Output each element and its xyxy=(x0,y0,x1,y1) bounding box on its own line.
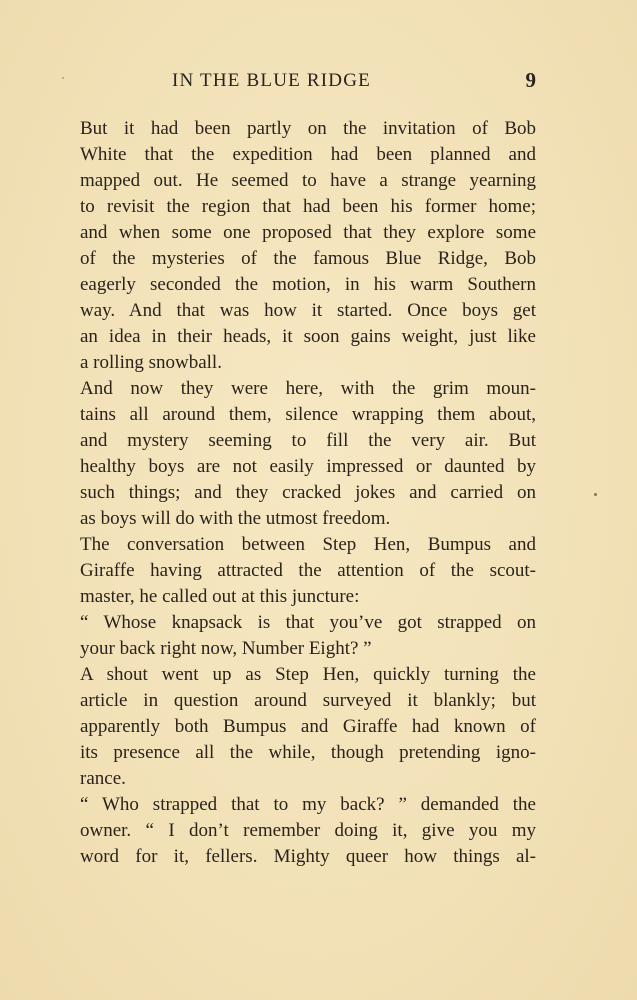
text-line: A shout went up as Step Hen, quickly turning the xyxy=(80,664,536,685)
text-line: apparently both Bumpus and Giraffe had known of xyxy=(80,716,536,737)
text-line: master, he called out at this juncture: xyxy=(80,586,360,607)
text-line: rance. xyxy=(80,768,126,789)
text-line: mapped out. He seemed to have a strange yearning xyxy=(80,170,536,191)
text-line: as boys will do with the utmost freedom. xyxy=(80,508,391,529)
text-line: to revisit the region that had been his former home; xyxy=(80,196,536,217)
text-line: word for it, fellers. Mighty queer how things al- xyxy=(80,846,536,867)
text-line: eagerly seconded the motion, in his warm Southern xyxy=(80,274,536,295)
page-header xyxy=(80,68,536,98)
text-line: and mystery seeming to fill the very air. But xyxy=(80,430,536,451)
text-line: “ Whose knapsack is that you’ve got strapped on xyxy=(80,612,536,633)
text-line: a rolling snowball. xyxy=(80,352,222,373)
text-line: “ Who strapped that to my back? ” demanded the xyxy=(80,794,536,815)
ink-speck xyxy=(62,77,64,79)
text-line: White that the expedition had been planned and xyxy=(80,144,536,165)
text-line: Giraffe having attracted the attention of the scout- xyxy=(80,560,536,581)
text-line: But it had been partly on the invitation of Bob xyxy=(80,118,536,139)
text-line: such things; and they cracked jokes and carried on xyxy=(80,482,536,503)
running-head: IN THE BLUE RIDGE xyxy=(172,70,371,91)
text-line: an idea in their heads, it soon gains weight, just like xyxy=(80,326,536,347)
text-line: of the mysteries of the famous Blue Ridge, Bob xyxy=(80,248,536,269)
text-line: tains all around them, silence wrapping them about, xyxy=(80,404,536,425)
text-line: your back right now, Number Eight? ” xyxy=(80,638,372,659)
text-line: The conversation between Step Hen, Bumpus and xyxy=(80,534,536,555)
body-text xyxy=(80,116,536,870)
text-line: way. And that was how it started. Once boys get xyxy=(80,300,536,321)
text-line: its presence all the while, though pretending igno- xyxy=(80,742,536,763)
text-line: And now they were here, with the grim moun- xyxy=(80,378,536,399)
text-line: article in question around surveyed it blankly; but xyxy=(80,690,536,711)
page-number: 9 xyxy=(525,68,536,92)
text-line: and when some one proposed that they explore some xyxy=(80,222,536,243)
text-line: owner. “ I don’t remember doing it, give you my xyxy=(80,820,536,841)
ink-speck xyxy=(594,493,597,496)
text-line: healthy boys are not easily impressed or daunted by xyxy=(80,456,536,477)
